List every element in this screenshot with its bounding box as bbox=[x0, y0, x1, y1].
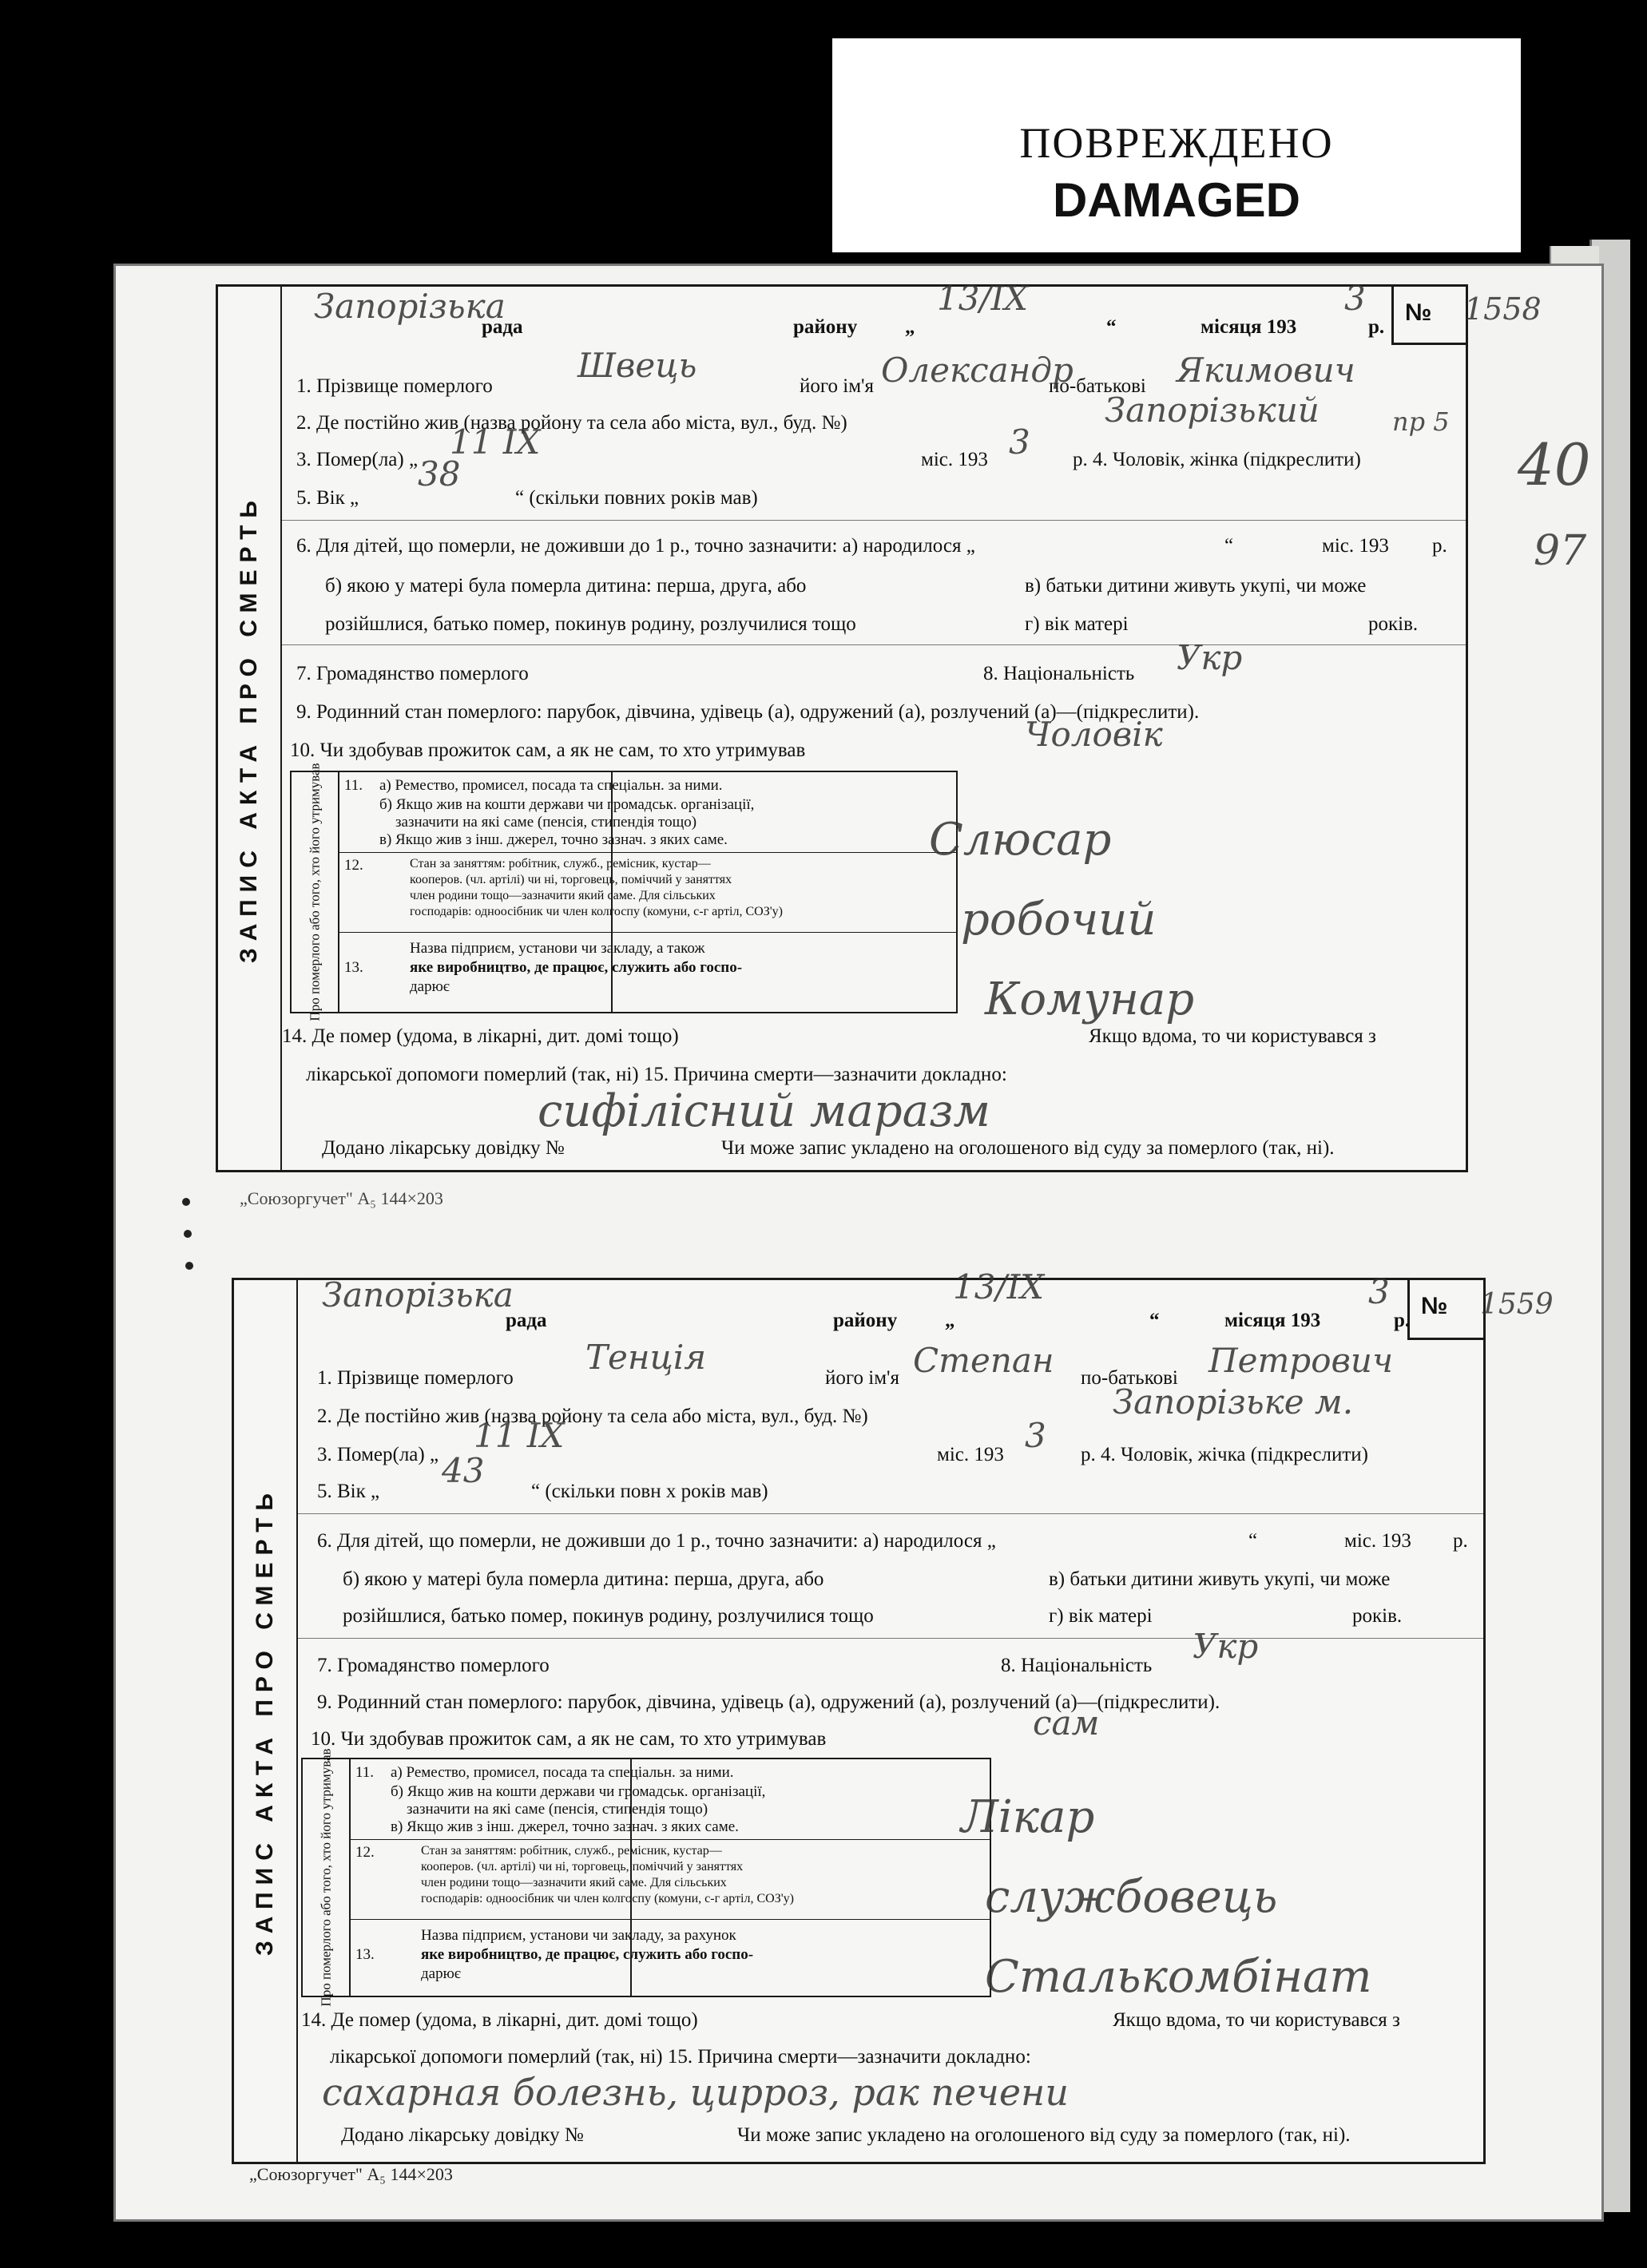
hw-occupation: Слюсар bbox=[929, 814, 1112, 866]
hw-record-no: 1558 bbox=[1464, 291, 1542, 327]
line-7-citizenship: 7. Громадянство померлого bbox=[296, 663, 529, 684]
line-5-age: 5. Вік „ bbox=[317, 1481, 380, 1502]
hw-year: 3 bbox=[1368, 1272, 1390, 1311]
hw-status: службовець bbox=[985, 1871, 1278, 1923]
hw-status: робочий bbox=[961, 894, 1157, 946]
occupation-side-label: Про померлого або того, хто його утримував bbox=[292, 772, 339, 1012]
line-1-name: його ім'я bbox=[825, 1367, 900, 1389]
line-15-cause: лікарської допомоги померлий (так, ні) 15. Причина смерти—зазначити докладно: bbox=[330, 2046, 1031, 2068]
line-6b: б) якою у матері була померла дитина: перша, друга, або bbox=[325, 575, 807, 597]
occupation-side-label: Про померлого або того, хто його утримував bbox=[303, 1759, 351, 1996]
cell-13: 13. Назва підприєм, установи чи закладу, за рахунок яке виробництво, де працює, служить або госпо- дарює bbox=[355, 1927, 754, 1982]
hw-surname: Швець bbox=[577, 346, 697, 385]
hw-patronymic: Якимович bbox=[1177, 351, 1355, 390]
cell-11: 11. а) Ремество, промисел, посада та спеціальн. за ними. б) Якщо жив на кошти держави чи громадськ. організації, зазначити на які саме (пенсія, стипендія тощо) в) Якщо жив з інш. джерел, точно зазнач. з яких саме. bbox=[338, 772, 956, 853]
stamp-text-ru: ПОВРЕЖДЕНО bbox=[1019, 119, 1334, 167]
line-6c-mother-age: г) вік матері bbox=[1025, 613, 1129, 635]
hw-nationality: Укр bbox=[1177, 638, 1243, 677]
hw-age: 38 bbox=[418, 454, 461, 494]
line-6c-years: років. bbox=[1368, 613, 1419, 635]
occupation-box bbox=[290, 763, 958, 1021]
record-number-box: № bbox=[1407, 1280, 1483, 1340]
hw-rada: Запорізька bbox=[314, 287, 506, 326]
hw-surname: Тенція bbox=[585, 1338, 707, 1377]
side-title: ЗАПИС АКТА ПРО СМЕРТЬ bbox=[218, 287, 282, 1170]
line-15-cause: лікарської допомоги померлий (так, ні) 15. Причина смерти—зазначити докладно: bbox=[306, 1064, 1007, 1085]
death-record-form-1 bbox=[216, 279, 1542, 1172]
hw-record-no: 1559 bbox=[1480, 1288, 1554, 1321]
line-10-support: 10. Чи здобував прожиток сам, а як не сам, то хто утримував bbox=[290, 739, 806, 761]
cell-13: 13. Назва підприєм, установи чи закладу, а також яке виробництво, де працює, служить або госпо- дарює bbox=[344, 940, 743, 995]
line-14-place: 14. Де помер (удома, в лікарні, дит. домі тощо) bbox=[301, 2009, 698, 2031]
line-6a-month: міс. 193 bbox=[1344, 1530, 1411, 1552]
hw-supporter: Чоловік bbox=[1025, 715, 1163, 754]
line-6a-quote: “ bbox=[1224, 535, 1234, 557]
line-5-age-note: “ (скільки повн х років мав) bbox=[531, 1481, 768, 1502]
hw-died-year: 3 bbox=[1025, 1416, 1046, 1455]
line-8-nationality: 8. Національність bbox=[983, 663, 1135, 684]
line-6a-month: міс. 193 bbox=[1322, 535, 1389, 557]
margin-number-2: 97 bbox=[1534, 527, 1587, 575]
line-16-court: Чи може запис укладено на оголошеного від суду за померлого (так, ні). bbox=[737, 2124, 1351, 2146]
line-3-sex: р. 4. Чоловік, жінка (підкреслити) bbox=[1073, 449, 1361, 470]
hw-cause: сахарная болезнь, цирроз, рак печени bbox=[322, 2071, 1069, 2114]
header-quote: „ bbox=[905, 316, 915, 338]
line-5-age-note: “ (скільки повних років мав) bbox=[515, 487, 758, 509]
divider bbox=[298, 1513, 1483, 1514]
hw-died: 11 IX bbox=[474, 1416, 565, 1455]
hw-nationality: Укр bbox=[1193, 1627, 1259, 1666]
hw-address: Запорізький bbox=[1105, 391, 1320, 430]
hw-workplace: Комунар bbox=[985, 973, 1195, 1025]
hw-cause: сифілісний маразм bbox=[538, 1085, 990, 1137]
line-6c: розійшлися, батько помер, покинув родину, розлучилися тощо bbox=[325, 613, 856, 635]
hw-address: Запорізьке м. bbox=[1113, 1382, 1354, 1421]
header-r: р. bbox=[1394, 1310, 1411, 1331]
punch-hole bbox=[184, 1230, 192, 1238]
hw-age: 43 bbox=[442, 1451, 485, 1490]
line-6a-quote: “ bbox=[1248, 1530, 1258, 1552]
line-2-address: 2. Де постійно жив (назва ройону та села або міста, вул., буд. №) bbox=[296, 412, 847, 434]
line-1-patronymic: по-батькові bbox=[1049, 375, 1146, 397]
line-6a: 6. Для дітей, що померли, не доживши до 1 р., точно зазначити: а) народилося „ bbox=[296, 535, 975, 557]
header-r: р. bbox=[1368, 316, 1385, 338]
line-6a-r: р. bbox=[1453, 1530, 1468, 1552]
divider bbox=[282, 644, 1466, 645]
line-2-address: 2. Де постійно жив (назва ройону та села або міста, вул., буд. №) bbox=[317, 1406, 868, 1427]
line-14-home: Якщо вдома, то чи користувався з bbox=[1089, 1025, 1376, 1047]
cell-12: 12. Стан за заняттям: робітник, служб., ремісник, кустар— кооперов. (чл. артілі) чи ні, торговець, поміччий у заняттях член родини тощо—зазначити який саме. Для сільських господарів: одноосібник чи член колгоспу (комуни, с-г артіл, СОЗ'у) bbox=[338, 852, 956, 933]
side-title: ЗАПИС АКТА ПРО СМЕРТЬ bbox=[234, 1280, 298, 2162]
death-record-form-2 bbox=[232, 1267, 1554, 2164]
header-raionu: району bbox=[833, 1310, 898, 1331]
line-16-certificate: Додано лікарську довідку № bbox=[341, 2124, 584, 2146]
line-6c: розійшлися, батько помер, покинув родину, розлучилися тощо bbox=[343, 1605, 874, 1627]
line-3-month: міс. 193 bbox=[937, 1444, 1004, 1465]
line-8-nationality: 8. Національність bbox=[1001, 1655, 1153, 1676]
damaged-stamp bbox=[832, 38, 1521, 252]
hw-rada: Запорізька bbox=[322, 1275, 514, 1314]
line-6a: 6. Для дітей, що померли, не доживши до 1 р., точно зазначити: а) народилося „ bbox=[317, 1530, 996, 1552]
line-6a-r: р. bbox=[1432, 535, 1447, 557]
line-14-home: Якщо вдома, то чи користувався з bbox=[1113, 2009, 1400, 2031]
header-quote: „ bbox=[945, 1310, 955, 1331]
hw-extra: пр 5 bbox=[1392, 406, 1450, 437]
line-16-court: Чи може запис укладено на оголошеного від суду за померлого (так, ні). bbox=[721, 1137, 1335, 1159]
hw-occupation: Лікар bbox=[961, 1791, 1095, 1843]
box-divider bbox=[611, 772, 613, 1012]
hw-supporter: сам bbox=[1033, 1703, 1100, 1743]
line-5-age: 5. Вік „ bbox=[296, 487, 359, 509]
punch-hole bbox=[182, 1198, 190, 1206]
divider bbox=[282, 520, 1466, 521]
record-number-box: № bbox=[1391, 287, 1466, 345]
line-1-name: його ім'я bbox=[800, 375, 875, 397]
occupation-box bbox=[301, 1748, 991, 2007]
line-6b-parents: в) батьки дитини живуть укупі, чи може bbox=[1025, 575, 1367, 597]
stamp-text-en: DAMAGED bbox=[1053, 173, 1300, 227]
line-9-marital: 9. Родинний стан померлого: парубок, дівчина, удівець (а), одружений (а), розлучений (а)—(підкреслити). bbox=[317, 1691, 1220, 1713]
header-raionu: району bbox=[793, 316, 858, 338]
line-14-place: 14. Де помер (удома, в лікарні, дит. домі тощо) bbox=[282, 1025, 679, 1047]
box-divider bbox=[630, 1759, 632, 1996]
form2-footer: „Союзоргучет" А₅ 144×203 bbox=[249, 2164, 453, 2184]
line-3-sex: р. 4. Чоловік, жічка (підкреслити) bbox=[1081, 1444, 1369, 1465]
margin-number-1: 40 bbox=[1518, 431, 1591, 498]
line-3-died: 3. Помер(ла) „ bbox=[317, 1444, 439, 1465]
line-10-support: 10. Чи здобував прожиток сам, а як не сам, то хто утримував bbox=[311, 1728, 827, 1750]
line-9-marital: 9. Родинний стан померлого: парубок, дівчина, удівець (а), одружений (а), розлучений (а)—(підкреслити). bbox=[296, 701, 1200, 723]
hw-patronymic: Петрович bbox=[1208, 1341, 1394, 1380]
hw-year: 3 bbox=[1344, 279, 1366, 318]
line-1-surname: 1. Прізвище померлого bbox=[317, 1367, 514, 1389]
line-6c-years: років. bbox=[1352, 1605, 1403, 1627]
line-1-surname: 1. Прізвище померлого bbox=[296, 375, 493, 397]
line-1-patronymic: по-батькові bbox=[1081, 1367, 1178, 1389]
header-quote-close: “ bbox=[1106, 316, 1117, 338]
header-rada: рада bbox=[506, 1310, 547, 1331]
hw-date: 13/IX bbox=[953, 1267, 1045, 1306]
line-6c-mother-age: г) вік матері bbox=[1049, 1605, 1153, 1627]
punch-hole bbox=[185, 1262, 193, 1270]
hw-date: 13/IX bbox=[937, 279, 1029, 318]
header-quote-close: “ bbox=[1149, 1310, 1160, 1331]
hw-workplace: Сталькомбінат bbox=[985, 1951, 1372, 2003]
line-16-certificate: Додано лікарську довідку № bbox=[322, 1137, 565, 1159]
header-month: місяця 193 bbox=[1224, 1310, 1321, 1331]
header-rada: рада bbox=[482, 316, 523, 338]
line-6b: б) якою у матері була померла дитина: перша, друга, або bbox=[343, 1568, 824, 1590]
cell-11: 11. а) Ремество, промисел, посада та спеціальн. за ними. б) Якщо жив на кошти держави чи громадськ. організації, зазначити на які саме (пенсія, стипендія тощо) в) Якщо жив з інш. джерел, точно зазнач. з яких саме. bbox=[349, 1759, 990, 1840]
hw-name: Степан bbox=[913, 1341, 1054, 1380]
cell-12: 12. Стан за заняттям: робітник, служб., ремісник, кустар— кооперов. (чл. артілі) чи ні, торговець, поміччий у заняттях член родини тощо—зазначити який саме. Для сільських господарів: одноосібник чи член колгоспу (комуни, с-г артіл, СОЗ'у) bbox=[349, 1839, 990, 1920]
hw-name: Олександр bbox=[881, 351, 1074, 390]
divider bbox=[298, 1638, 1483, 1639]
form1-footer: „Союзоргучет" А₅ 144×203 bbox=[240, 1188, 443, 1208]
hw-died-year: 3 bbox=[1009, 422, 1030, 462]
hw-died: 11 IX bbox=[450, 422, 541, 462]
line-6b-parents: в) батьки дитини живуть укупі, чи може bbox=[1049, 1568, 1391, 1590]
line-3-month: міс. 193 bbox=[921, 449, 988, 470]
line-7-citizenship: 7. Громадянство померлого bbox=[317, 1655, 550, 1676]
line-3-died: 3. Помер(ла) „ bbox=[296, 449, 419, 470]
header-month: місяця 193 bbox=[1201, 316, 1297, 338]
